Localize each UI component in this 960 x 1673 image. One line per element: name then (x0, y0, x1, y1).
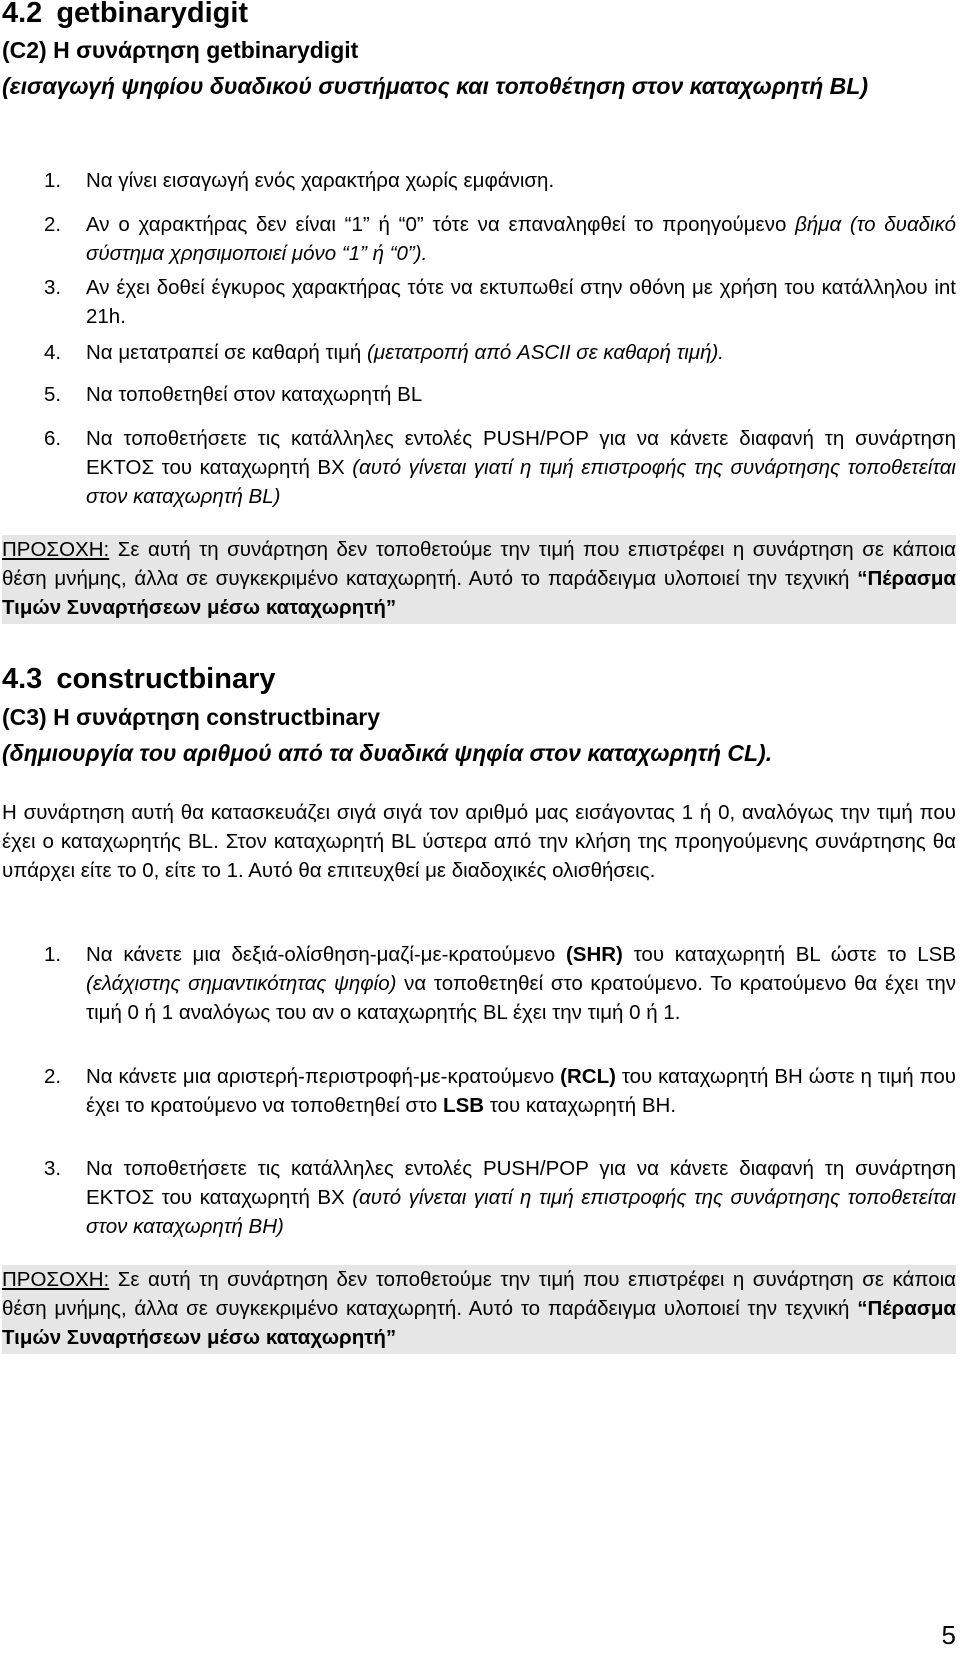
step-text: Να κάνετε μια δεξιά-ολίσθηση-μαζί-με-κρατούμενο (86, 943, 556, 966)
step-text: Να γίνει εισαγωγή ενός χαρακτήρα χωρίς εμφάνιση. (86, 169, 555, 192)
page-number: 5 (941, 1620, 956, 1650)
step-text-bold: LSB (443, 1094, 485, 1117)
step-text: Να τοποθετήσετε τις κατάλληλες εντολές PUSH/POP για να κάνετε διαφανή τη συνάρτηση ΕΚΤΟΣ του καταχωρητή BX (86, 427, 956, 479)
step-text-bold: (SHR) (565, 943, 623, 966)
step-number: 4. (44, 341, 62, 364)
section-title: constructbinary (56, 663, 276, 695)
step-text-block (86, 424, 956, 511)
step-number: 2. (44, 1065, 62, 1088)
step-number: 5. (44, 383, 62, 406)
step-number: 3. (44, 276, 62, 299)
step-text-italic: βήμα (το δυαδικό σύστημα χρησιμοποιεί μόνο “1” ή “0”). (86, 213, 956, 265)
step-text: του καταχωρητή BH. (489, 1094, 677, 1117)
function-description: (εισαγωγή ψηφίου δυαδικού συστήματος και τοποθέτηση στον καταχωρητή BL) (2, 73, 869, 99)
section-heading-4-3 (2, 662, 276, 696)
function-subtitle: (C2) Η συνάρτηση getbinarydigit (2, 37, 359, 63)
step-text-italic: (μετατροπή από ASCII σε καθαρή τιμή). (367, 341, 724, 364)
step-text: Να μετατραπεί σε καθαρή τιμή (86, 341, 362, 364)
step-text-bold: (RCL) (560, 1065, 616, 1088)
section-number: 4.2 (2, 0, 43, 29)
warning-note (2, 1265, 956, 1354)
intro-paragraph: Η συνάρτηση αυτή θα κατασκευάζει σιγά σιγά τον αριθμό μας εισάγοντας 1 ή 0, αναλόγως την τιμή που έχει ο καταχωρητής BL. Στον καταχωρητή BL ύστερα από την κλήση της προηγούμενης συνάρτησης θα υπάρχει είτε το 0, είτε το 1. Αυτό θα επιτευχθεί με διαδοχικές ολισθήσεις. (2, 801, 956, 882)
step-text-block (86, 338, 956, 367)
step-text-italic: (αυτό γίνεται γιατί η τιμή επιστροφής της συνάρτησης τοποθετείται στον καταχωρητή BH) (86, 1186, 956, 1238)
warning-text: Σε αυτή τη συνάρτηση δεν τοποθετούμε την τιμή που επιστρέφει η συνάρτηση σε κάποια θέση μνήμης, άλλα σε συγκεκριμένο καταχωρητή. Αυτό το παράδειγμα υλοποιεί την τεχνική (2, 1268, 957, 1320)
warning-text: Σε αυτή τη συνάρτηση δεν τοποθετούμε την τιμή που επιστρέφει η συνάρτηση σε κάποια θέση μνήμης, άλλα σε συγκεκριμένο καταχωρητή. Αυτό το παράδειγμα υλοποιεί την τεχνική (2, 538, 957, 590)
step-number: 6. (44, 427, 62, 450)
step-text-italic: (αυτό γίνεται γιατί η τιμή επιστροφής της συνάρτησης τοποθετείται στον καταχωρητή BL) (86, 456, 956, 508)
step-number: 1. (44, 943, 62, 966)
step-text: του καταχωρητή BL ώστε το LSB (633, 943, 957, 966)
step-text: του καταχωρητή BH ώστε η τιμή που έχει το κρατούμενο να τοποθετηθεί στο (86, 1065, 956, 1117)
step-text: Να τοποθετήσετε τις κατάλληλες εντολές PUSH/POP για να κάνετε διαφανή τη συνάρτηση ΕΚΤΟΣ του καταχωρητή BX (86, 1157, 956, 1209)
step-text-block (86, 210, 956, 268)
section-number: 4.3 (2, 663, 43, 695)
step-number: 1. (44, 169, 62, 192)
step-text-block (86, 940, 956, 1027)
step-text-italic: (ελάχιστης σημαντικότητας ψηφίο) (86, 972, 397, 995)
section-heading-4-2 (2, 0, 248, 30)
step-number: 3. (44, 1157, 62, 1180)
warning-label: ΠΡΟΣΟΧΗ: (2, 1268, 110, 1291)
step-text: Να κάνετε μια αριστερή-περιστροφή-με-κρατούμενο (86, 1065, 555, 1088)
function-subtitle: (C3) Η συνάρτηση constructbinary (2, 704, 381, 730)
section-title: getbinarydigit (56, 0, 249, 29)
step-text: Αν έχει δοθεί έγκυρος χαρακτήρας τότε να εκτυπωθεί στην οθόνη με χρήση του κατάλληλου int 21h. (86, 276, 956, 328)
step-text: Να τοποθετηθεί στον καταχωρητή BL (86, 383, 423, 406)
warning-label: ΠΡΟΣΟΧΗ: (2, 538, 110, 561)
step-text-block (86, 1154, 956, 1241)
warning-note (2, 535, 956, 624)
step-text: να τοποθετηθεί στο κρατούμενο. Το κρατούμενο θα έχει την τιμή 0 ή 1 αναλόγως του αν ο καταχωρητής BL έχει την τιμή 0 ή 1. (86, 972, 956, 1024)
warning-technique: “Πέρασμα Τιμών Συναρτήσεων μέσω καταχωρητή” (2, 1297, 956, 1349)
step-number: 2. (44, 213, 62, 236)
step-text-block (86, 1062, 956, 1120)
warning-technique: “Πέρασμα Τιμών Συναρτήσεων μέσω καταχωρητή” (2, 567, 956, 619)
function-description: (δημιουργία του αριθμού από τα δυαδικά ψηφία στον καταχωρητή CL). (2, 740, 773, 766)
step-text: Αν ο χαρακτήρας δεν είναι “1” ή “0” τότε να επαναληφθεί το προηγούμενο (86, 213, 787, 236)
